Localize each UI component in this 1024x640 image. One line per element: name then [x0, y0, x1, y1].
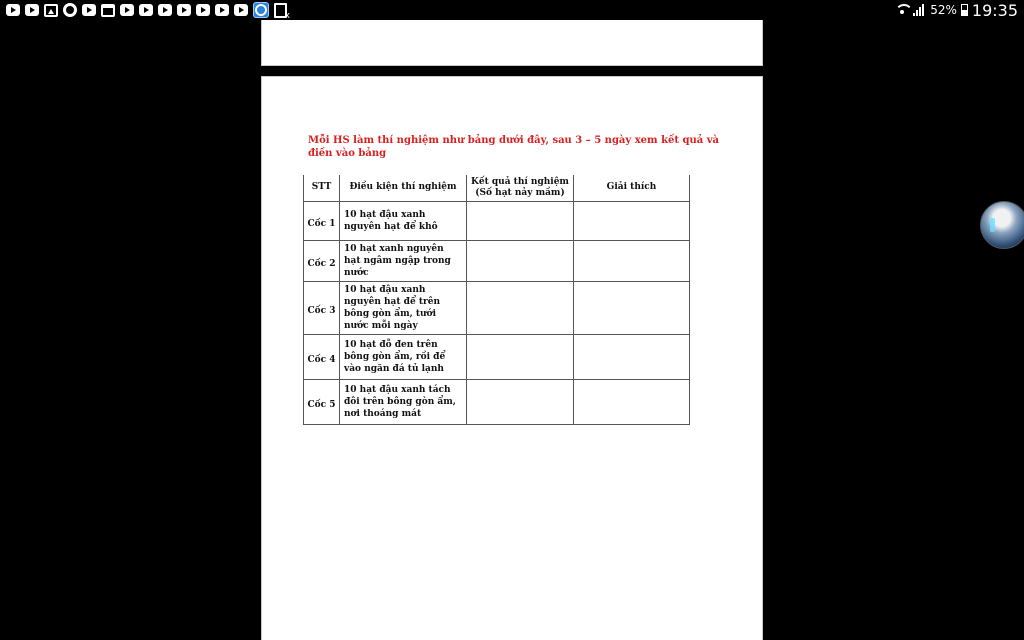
table-row — [304, 201, 690, 240]
header-stt: STT — [304, 175, 340, 201]
notification-icons — [6, 3, 292, 17]
system-tray — [895, 0, 1018, 20]
youtube-icon — [82, 4, 96, 16]
youtube-icon — [177, 4, 191, 16]
chat-head-avatar[interactable] — [980, 201, 1024, 249]
instruction-text: Mỗi HS làm thí nghiệm như bảng dưới đây, sau 3 – 5 ngày xem kết quả và điền vào bảng — [308, 135, 719, 159]
cell-result — [467, 240, 574, 281]
table-row — [304, 379, 690, 424]
previous-page[interactable] — [261, 20, 763, 66]
youtube-icon — [25, 4, 39, 16]
youtube-icon — [234, 4, 248, 16]
cell-result — [467, 201, 574, 240]
cell-stt: Cốc 1 — [304, 201, 340, 240]
youtube-icon — [6, 4, 20, 16]
calendar-icon — [101, 4, 115, 17]
wifi-icon — [895, 4, 909, 16]
cell-stt: Cốc 5 — [304, 379, 340, 424]
active-app-icon — [253, 2, 269, 18]
youtube-icon — [215, 4, 229, 16]
cell-condition: 10 hạt xanh nguyên hạt ngâm ngập trong nước — [340, 240, 467, 281]
cell-result — [467, 281, 574, 334]
cell-explanation — [574, 201, 690, 240]
header-explanation: Giải thích — [574, 175, 690, 201]
status-bar — [0, 0, 1024, 20]
header-result-line1: Kết quả thí nghiệm — [471, 176, 569, 187]
cell-explanation — [574, 334, 690, 379]
table-row — [304, 281, 690, 334]
table-row — [304, 240, 690, 281]
youtube-icon — [158, 4, 172, 16]
file-excel-icon — [274, 3, 287, 18]
clock: 19:35 — [971, 0, 1018, 20]
cell-condition: 10 hạt đỗ đen trên bông gòn ẩm, rồi để vào ngăn đá tủ lạnh — [340, 334, 467, 379]
cell-result — [467, 379, 574, 424]
cell-explanation — [574, 240, 690, 281]
cell-condition: 10 hạt đậu xanh nguyên hạt để khô — [340, 201, 467, 240]
chrome-icon — [63, 3, 77, 17]
cell-stt: Cốc 2 — [304, 240, 340, 281]
cell-condition: 10 hạt đậu xanh tách đôi trên bông gòn ẩm, nơi thoáng mát — [340, 379, 467, 424]
cell-stt: Cốc 4 — [304, 334, 340, 379]
cell-condition: 10 hạt đậu xanh nguyên hạt để trên bông gòn ẩm, tưới nước mỗi ngày — [340, 281, 467, 334]
table-header-row — [304, 175, 690, 201]
battery-percent: 52% — [930, 3, 957, 17]
experiment-table — [303, 175, 690, 425]
youtube-icon — [139, 4, 153, 16]
header-condition: Điều kiện thí nghiệm — [340, 175, 467, 201]
cell-result — [467, 334, 574, 379]
signal-icon — [913, 4, 925, 16]
cell-stt: Cốc 3 — [304, 281, 340, 334]
battery-icon — [961, 4, 968, 16]
youtube-icon — [196, 4, 210, 16]
header-result-line2: (Số hạt nảy mầm) — [475, 187, 565, 198]
cell-explanation — [574, 281, 690, 334]
table-row — [304, 334, 690, 379]
document-page[interactable] — [261, 76, 763, 640]
gallery-icon — [44, 4, 58, 17]
cell-explanation — [574, 379, 690, 424]
header-result — [467, 175, 574, 201]
youtube-icon — [120, 4, 134, 16]
